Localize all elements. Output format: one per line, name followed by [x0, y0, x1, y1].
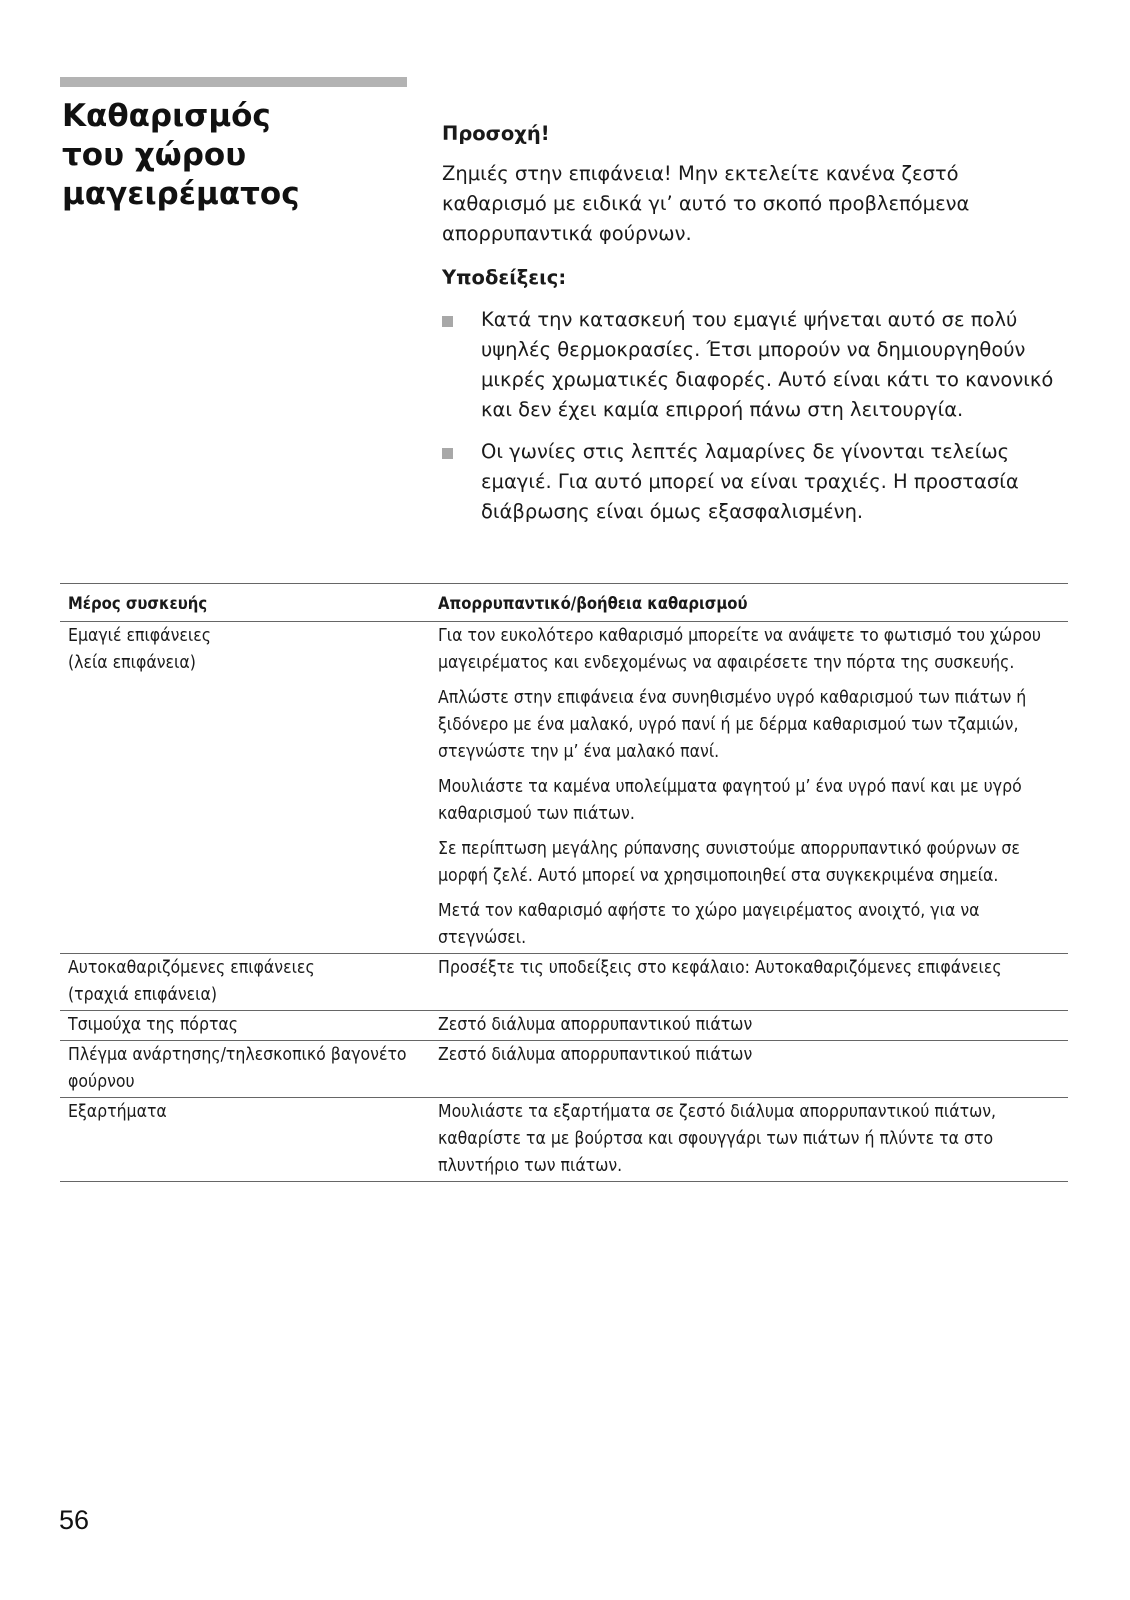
cleaning-text: Ζεστό διάλυμα απορρυπαντικού πιάτων	[438, 1045, 753, 1065]
cleaning-cell	[434, 954, 1068, 1011]
part-cell	[60, 1098, 434, 1182]
column-header-part: Μέρος συσκευής	[60, 584, 434, 622]
part-cell	[60, 1041, 434, 1098]
part-text: (τραχιά επιφάνεια)	[68, 985, 218, 1005]
table-row	[60, 1098, 1068, 1182]
part-cell	[60, 622, 434, 954]
part-text: Πλέγμα ανάρτησης/τηλεσκοπικό βαγονέτο φούρνου	[68, 1045, 407, 1092]
part-text: (λεία επιφάνεια)	[68, 653, 196, 673]
hint-item	[442, 437, 1062, 527]
hint-item	[442, 305, 1062, 425]
cleaning-cell	[434, 622, 1068, 954]
page-number: 56	[59, 1505, 90, 1535]
cleaning-cell	[434, 1098, 1068, 1182]
part-cell	[60, 954, 434, 1011]
notes-column	[442, 120, 1062, 539]
page-title-line: του χώρου	[62, 137, 247, 173]
cleaning-cell	[434, 1011, 1068, 1041]
table-row	[60, 954, 1068, 1011]
part-text: Τσιμούχα της πόρτας	[68, 1015, 239, 1035]
column-header-cleaning: Απορρυπαντικό/βοήθεια καθαρισμού	[434, 584, 1068, 622]
cleaning-text: Μουλιάστε τα καμένα υπολείμματα φαγητού μ’ ένα υγρό πανί και με υγρό καθαρισμού των πιάτων.	[438, 777, 1022, 824]
square-bullet-icon	[442, 448, 453, 459]
cleaning-text: Μετά τον καθαρισμό αφήστε το χώρο μαγειρέματος ανοιχτό, για να στεγνώσει.	[438, 901, 980, 948]
cleaning-text: Ζεστό διάλυμα απορρυπαντικού πιάτων	[438, 1015, 753, 1035]
cleaning-text: Προσέξτε τις υποδείξεις στο κεφάλαιο: Αυτοκαθαριζόμενες επιφάνειες	[438, 958, 1002, 978]
part-text: Εξαρτήματα	[68, 1102, 167, 1122]
part-text: Εμαγιέ επιφάνειες	[68, 626, 211, 646]
cleaning-text: Σε περίπτωση μεγάλης ρύπανσης συνιστούμε απορρυπαντικό φούρνων σε μορφή ζελέ. Αυτό μπορεί να χρησιμοποιηθεί στα συγκεκριμένα σημεία.	[438, 839, 1020, 886]
title-rule	[60, 77, 407, 87]
caution-text: Ζημιές στην επιφάνεια! Μην εκτελείτε κανένα ζεστό καθαρισμό με ειδικά γι’ αυτό το σκοπό προβλεπόμενα απορρυπαντικά φούρνων.	[442, 162, 970, 245]
hint-text: Κατά την κατασκευή του εμαγιέ ψήνεται αυτό σε πολύ υψηλές θερμοκρασίες. Έτσι μπορούν να δημιουργηθούν μικρές χρωματικές διαφορές. Αυτό είναι κάτι το κανονικό και δεν έχει καμία επιρροή πάνω στη λειτουργία.	[481, 308, 1054, 421]
caution-heading: Προσοχή!	[442, 122, 550, 145]
cleaning-text: Για τον ευκολότερο καθαρισμό μπορείτε να ανάψετε το φωτισμό του χώρου μαγειρέματος και ενδεχομένως να αφαιρέσετε την πόρτα της συσκευής.	[438, 626, 1041, 673]
page-title-line: μαγειρέματος	[62, 176, 300, 212]
hint-text: Οι γωνίες στις λεπτές λαμαρίνες δε γίνονται τελείως εμαγιέ. Για αυτό μπορεί να είναι τραχιές. Η προστασία διάβρωσης είναι όμως εξασφαλισμένη.	[481, 440, 1019, 523]
table-header-row	[60, 584, 1068, 622]
table-row	[60, 1011, 1068, 1041]
cleaning-cell	[434, 1041, 1068, 1098]
table-row	[60, 1041, 1068, 1098]
cleaning-text: Μουλιάστε τα εξαρτήματα σε ζεστό διάλυμα απορρυπαντικού πιάτων, καθαρίστε τα με βούρτσα και σφουγγάρι των πιάτων ή πλύντε τα στο πλυντήριο των πιάτων.	[438, 1102, 997, 1176]
cleaning-table	[60, 583, 1068, 1182]
part-text: Αυτοκαθαριζόμενες επιφάνειες	[68, 958, 315, 978]
hints-list	[442, 305, 1062, 527]
page-title	[62, 97, 402, 214]
part-cell	[60, 1011, 434, 1041]
square-bullet-icon	[442, 316, 453, 327]
hints-heading: Υποδείξεις:	[442, 266, 567, 289]
page-title-line: Καθαρισμός	[62, 98, 271, 134]
table-row	[60, 622, 1068, 954]
cleaning-text: Απλώστε στην επιφάνεια ένα συνηθισμένο υγρό καθαρισμού των πιάτων ή ξιδόνερο με ένα μαλακό, υγρό πανί ή με δέρμα καθαρισμού των τζαμιών, στεγνώστε την μ’ ένα μαλακό πανί.	[438, 688, 1027, 762]
